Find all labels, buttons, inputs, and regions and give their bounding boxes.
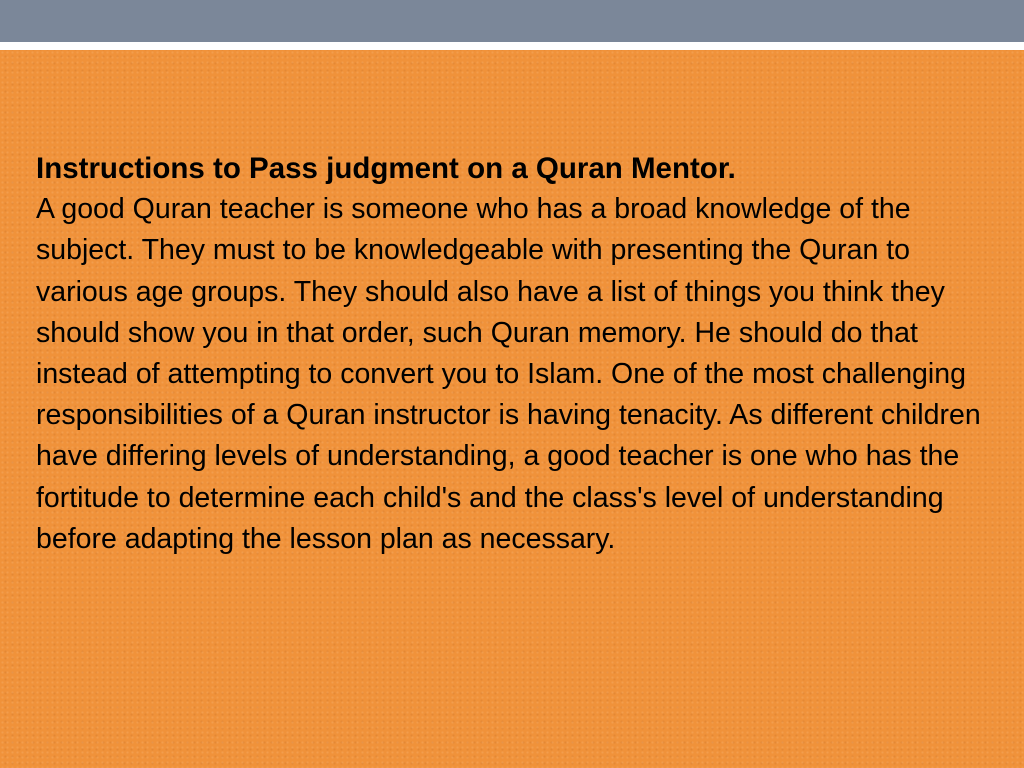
slide-heading: Instructions to Pass judgment on a Quran Mentor.: [36, 152, 736, 185]
header-divider: [0, 42, 1024, 50]
slide-content: [36, 148, 996, 560]
top-header-bar: [0, 0, 1024, 42]
slide-canvas: [0, 50, 1024, 768]
slide-paragraph: A good Quran teacher is someone who has a broad knowledge of the subject. They must to be knowledgeable with presenting the Quran to various age groups. They should also have a list of things you think they should show you in that order, such Quran memory. He should do that instead of attempting to convert you to Islam. One of the most challenging responsibilities of a Quran instructor is having tenacity. As different children have differing levels of understanding, a good teacher is one who has the fortitude to determine each child's and the class's level of understanding before adapting the lesson plan as necessary.: [36, 193, 981, 555]
